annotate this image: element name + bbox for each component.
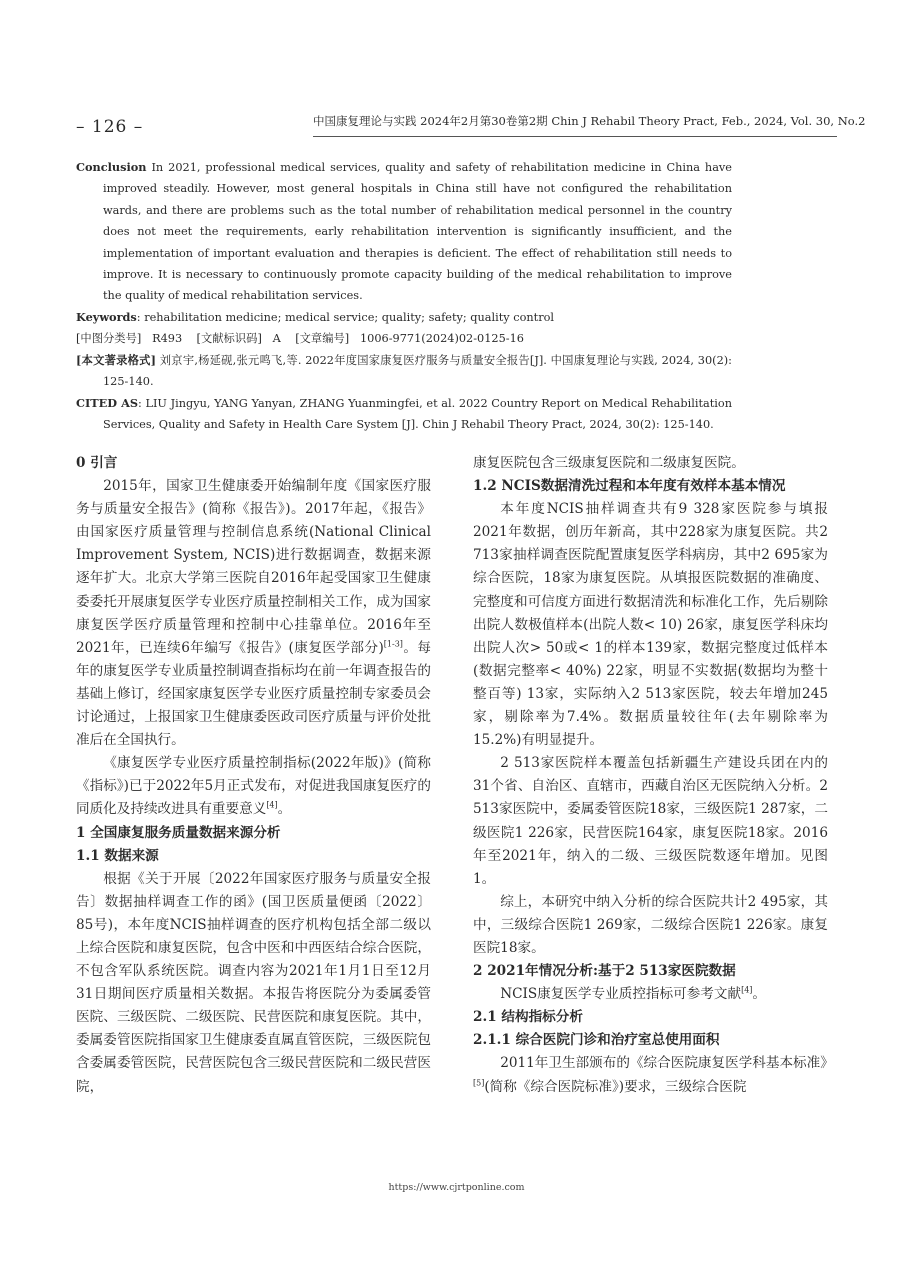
cited-as-label: CITED AS <box>76 395 139 410</box>
paragraph-intro-1 <box>76 475 431 752</box>
left-column <box>76 452 431 1099</box>
citation-cn-label: [本文著录格式] <box>76 352 156 367</box>
paragraph-summary: 综上，本研究中纳入分析的综合医院共计2 495家，其中，三级综合医院1 269家，二级综合医院1 226家。康复医院18家。 <box>473 893 828 956</box>
section-1-heading: 1 全国康复服务质量数据来源分析 <box>76 824 281 841</box>
running-header: 中国康复理论与实践 2024年2月第30卷第2期 Chin J Rehabil Theory Pract, Feb., 2024, Vol. 30, No.2 <box>313 114 866 128</box>
header-rule <box>313 136 837 137</box>
paragraph-sample-coverage: 2 513家医院样本覆盖包括新疆生产建设兵团在内的31个省、自治区、直辖市，西藏自治区无医院纳入分析。2 513家医院中，委属委管医院18家，三级医院1 287家，二级医院1 226家，民营医院164家，康复医院18家。2016年至2021年，纳入的二级、三级医院数逐年增加。见图1。 <box>473 755 828 887</box>
paragraph-intro-1-text-a: 2015年，国家卫生健康委开始编制年度《国家医疗服务与质量安全报告》(简称《报告》)。2017年起，《报告》由国家医疗质量管理与控制信息系统(National Clinical Improvement System, NCIS)进行数据调查，数据来源逐年扩大。北京大学第三医院自2016年起受国家卫生健康委委托开展康复医学专业医疗质量控制相关工作，成为国家康复医学医疗质量管理和控制中心挂靠单位。2016年至2021年，已连续6年编写《报告》(康复医学部分) <box>76 478 431 656</box>
citation-cn <box>76 350 732 393</box>
section-2-1-1-heading: 2.1.1 综合医院门诊和治疗室总使用面积 <box>473 1032 720 1049</box>
citation-cn-text: 刘京宇,杨延砚,张元鸣飞,等. 2022年度国家康复医疗服务与质量安全报告[J]. 中国康复理论与实践, 2024, 30(2): 125-140. <box>103 353 732 389</box>
citation-ref: [5] <box>473 1078 485 1087</box>
paragraph-data-source-cont: 康复医院包含三级康复医院和二级康复医院。 <box>473 455 745 471</box>
conclusion-label: Conclusion <box>76 160 147 174</box>
paragraph-outpatient-area-text-b: (简称《综合医院标准》)要求，三级综合医院 <box>484 1078 747 1095</box>
classification-line <box>76 328 732 349</box>
cited-as-text: : LIU Jingyu, YANG Yanyan, ZHANG Yuanmingfei, et al. 2022 Country Report on Medical Rehabilitation Services, Quality and Safety in Health Care System [J]. Chin J Rehabil Theory Pract, 2024, 30(2): 125-140. <box>103 396 732 432</box>
article-no-value: 1006-9771(2024)02-0125-16 <box>359 332 524 346</box>
paragraph-indicators-ref <box>473 983 828 1006</box>
clc-value: R493 <box>152 332 183 346</box>
citation-ref: [1-3] <box>383 639 403 649</box>
keywords-line <box>76 307 732 328</box>
keywords-text: : rehabilitation medicine; medical service; quality; safety; quality control <box>136 311 555 324</box>
footer-url: https://www.cjrtponline.com <box>388 1182 525 1193</box>
paragraph-intro-1-text-b: 。每年的康复医学专业质量控制调查指标均在前一年调查报告的基础上修订，经国家康复医学专业医疗质量控制专家委员会讨论通过，上报国家卫生健康委医政司医疗质量与评价处批准后在全国执行。 <box>76 639 431 749</box>
paragraph-outpatient-area <box>473 1052 834 1098</box>
paragraph-intro-2-text-b: 。 <box>277 801 292 818</box>
section-0-heading: 0 引言 <box>76 455 118 471</box>
section-1-1-heading: 1.1 数据来源 <box>76 847 159 864</box>
section-2-1-heading: 2.1 结构指标分析 <box>473 1009 583 1026</box>
article-metadata <box>76 307 732 435</box>
keywords-label: Keywords <box>76 310 137 324</box>
right-column <box>473 452 834 1099</box>
section-1-2-heading: 1.2 NCIS数据清洗过程和本年度有效样本基本情况 <box>473 478 786 495</box>
paragraph-data-cleaning: 本年度NCIS抽样调查共有9 328家医院参与填报2021年数据，创历年新高，其中228家为康复医院。共2 713家抽样调查医院配置康复医学科病房，其中2 695家为综合医院，18家为康复医院。从填报医院数据的准确度、完整度和可信度方面进行数据清洗和标准化工作，先后剔除出院人数极值样本(出院人数< 10) 26家，康复医学科床均出院人次> 50或< 1的样本139家，数据完整度过低样本(数据完整率< 40%) 22家，明显不实数据(数据均为整十整百等) 13家，实际纳入2 513家医院，较去年增加245家，剔除率为7.4%。数据质量较往年(去年剔除率为15.2%)有明显提升。 <box>473 501 828 749</box>
conclusion-text: In 2021, professional medical services, quality and safety of rehabilitation medicine in China have improved steadily. However, most general hospitals in China still have not configured the rehabilitation wards, and there are problems such as the total number of rehabilitation medical personnel in the country does not meet the requirements, early rehabilitation intervention is significantly insufficient, and the implementation of important evaluation and therapies is deficient. The effect of rehabilitation still needs to improve. It is necessary to continuously promote capacity building of the medical rehabilitation to improve the quality of medical rehabilitation services. <box>103 161 732 303</box>
clc-label: [中图分类号] <box>76 332 142 346</box>
page-number: – 126 – <box>76 117 144 137</box>
paragraph-intro-2 <box>76 752 431 821</box>
paragraph-indicators-ref-text-b: 。 <box>752 986 767 1003</box>
citation-en <box>76 393 732 436</box>
paragraph-intro-2-text-a: 《康复医学专业医疗质量控制指标(2022年版)》(简称《指标》)已于2022年5月正式发布，对促进我国康复医疗的同质化及持续改进具有重要意义 <box>76 755 431 818</box>
paragraph-outpatient-area-text-a: 2011年卫生部颁布的《综合医院康复医学科基本标准》 <box>500 1055 834 1072</box>
article-no-label: [文章编号] <box>295 332 350 346</box>
paragraph-indicators-ref-text-a: NCIS康复医学专业质控指标可参考文献 <box>500 986 742 1003</box>
section-2-heading: 2 2021年情况分析:基于2 513家医院数据 <box>473 963 736 980</box>
citation-ref: [4] <box>266 800 278 810</box>
doc-code-value: A <box>272 332 281 346</box>
doc-code-label: [文献标识码] <box>196 332 262 346</box>
citation-ref: [4] <box>741 985 753 995</box>
paragraph-data-source: 根据《关于开展〔2022年国家医疗服务与质量安全报告〕数据抽样调查工作的函》(国卫医质量便函〔2022〕85号)，本年度NCIS抽样调查的医疗机构包括全部二级以上综合医院和康复医院，包含中医和中西医结合综合医院，不包含军队系统医院。调查内容为2021年1月1日至12月31日期间医疗质量相关数据。本报告将医院分为委属委管医院、三级医院、二级医院、民营医院和康复医院。其中，委属委管医院指国家卫生健康委直属直管医院，三级医院包含委属委管医院，民营医院包含三级民营医院和二级民营医院， <box>76 870 431 1095</box>
abstract-conclusion <box>76 157 732 307</box>
